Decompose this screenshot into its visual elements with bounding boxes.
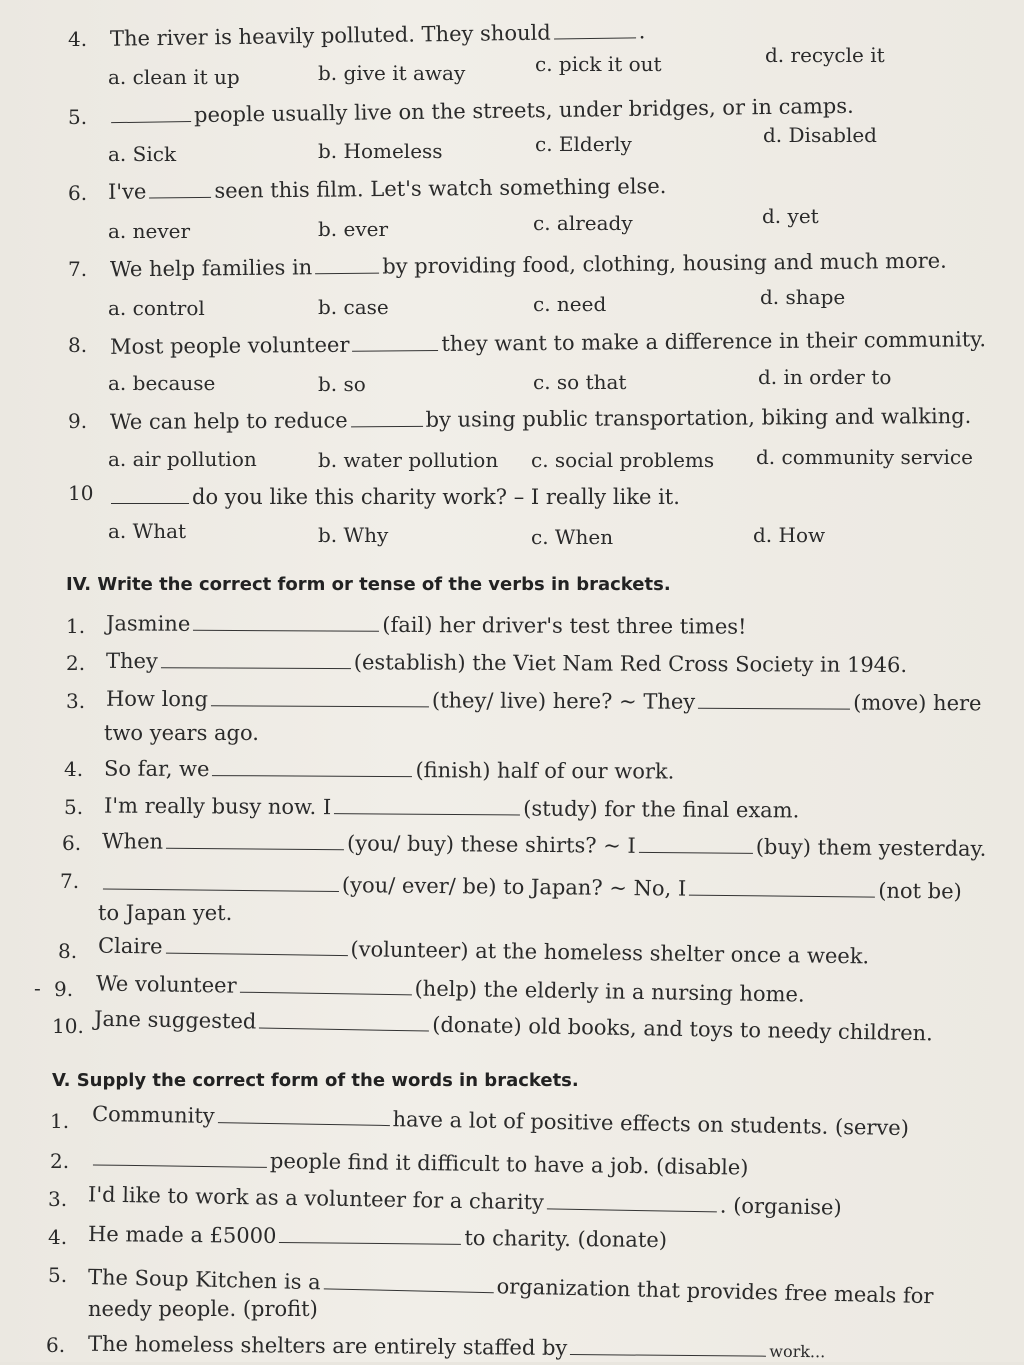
item-text: They: [105, 648, 158, 674]
verb-item: [106, 648, 907, 678]
option-d[interactable]: d. Disabled: [763, 123, 877, 147]
item-number: 10.: [52, 1014, 84, 1038]
option-a[interactable]: a. What: [108, 519, 187, 543]
item-text-end: (study) for the final exam.: [523, 796, 800, 823]
item-text-end: (buy) them yesterday.: [755, 834, 987, 861]
answer-blank[interactable]: [161, 649, 351, 669]
item-text: Jane suggested: [93, 1006, 257, 1034]
item-text: So far, we: [103, 756, 210, 782]
item-text-end: people find it difficult to have a job. (disable): [269, 1148, 749, 1180]
option-a[interactable]: a. clean it up: [108, 65, 240, 89]
item-number: 5.: [48, 1263, 68, 1287]
option-c[interactable]: c. Elderly: [535, 132, 632, 156]
option-a[interactable]: a. control: [108, 296, 205, 320]
option-b[interactable]: b. so: [318, 372, 366, 396]
item-number: 6.: [46, 1333, 66, 1357]
item-text: Claire: [97, 933, 163, 959]
item-text: I'm really busy now. I: [103, 793, 332, 820]
answer-blank[interactable]: [212, 757, 412, 777]
answer-blank[interactable]: [639, 834, 753, 854]
question-stem: [110, 403, 971, 435]
stem-text-end: by using public transportation, biking and walking.: [425, 403, 972, 432]
stem-text: We can help to reduce: [109, 408, 348, 435]
answer-blank[interactable]: [111, 485, 189, 504]
answer-blank[interactable]: [352, 332, 438, 352]
item-text-end: (volunteer) at the homeless shelter once a week.: [350, 937, 870, 969]
verb-item: [94, 1006, 933, 1047]
item-number: 4.: [48, 1225, 68, 1249]
item-text: When: [101, 829, 164, 854]
option-b[interactable]: b. water pollution: [318, 448, 499, 472]
question-stem: [108, 173, 667, 205]
question-number: 8.: [68, 333, 88, 357]
question-number: 7.: [68, 257, 88, 281]
item-number: 1.: [50, 1109, 70, 1133]
option-d[interactable]: d. shape: [760, 285, 846, 309]
question-number: 5.: [68, 105, 88, 129]
stem-text: The river is heavily polluted. They should: [109, 20, 551, 51]
option-d[interactable]: d. How: [753, 523, 826, 547]
answer-blank[interactable]: [279, 1224, 461, 1245]
item-text-mid: (you/ buy) these shirts? ~ I: [346, 831, 636, 858]
option-c[interactable]: c. need: [533, 292, 607, 316]
answer-blank[interactable]: [324, 1270, 494, 1293]
option-b[interactable]: b. case: [318, 295, 389, 319]
option-d[interactable]: d. community service: [756, 445, 973, 469]
item-text-end: (donate) old books, and toys to needy children.: [432, 1012, 934, 1046]
item-text: The Soup Kitchen is a: [87, 1265, 321, 1295]
stem-text-end: .: [638, 19, 646, 44]
option-a[interactable]: a. air pollution: [108, 447, 257, 471]
answer-blank[interactable]: [166, 830, 344, 851]
item-continuation: needy people. (profit): [88, 1297, 318, 1321]
question-number: 9.: [68, 409, 88, 433]
stem-text: We help families in: [109, 255, 313, 282]
item-text-end: . (organise): [719, 1193, 842, 1220]
stem-text-end: they want to make a difference in their community.: [441, 327, 987, 356]
option-d[interactable]: d. yet: [762, 204, 819, 228]
answer-blank[interactable]: [111, 103, 191, 123]
word-form-item: [92, 1101, 909, 1141]
stem-text: Most people volunteer: [109, 332, 350, 359]
answer-blank[interactable]: [570, 1336, 766, 1357]
word-form-item: [88, 1331, 825, 1365]
option-c[interactable]: c. When: [531, 525, 614, 549]
option-b[interactable]: b. ever: [318, 217, 389, 241]
option-a[interactable]: a. never: [108, 219, 191, 243]
verb-item: [104, 793, 800, 824]
answer-blank[interactable]: [315, 255, 379, 275]
item-number: 5.: [64, 795, 84, 819]
item-number: 2.: [50, 1149, 70, 1173]
question-stem: [110, 326, 986, 360]
item-text-end: (move) here: [853, 690, 982, 716]
option-b[interactable]: b. Why: [318, 523, 389, 547]
question-number: 4.: [68, 27, 88, 51]
stem-text-end: by providing food, clothing, housing and much more.: [382, 248, 947, 279]
option-b[interactable]: b. Homeless: [318, 139, 443, 163]
question-stem: [110, 18, 646, 51]
section-heading: V. Supply the correct form of the words in brackets.: [52, 1070, 579, 1091]
item-number: 2.: [66, 651, 86, 675]
answer-blank[interactable]: [259, 1010, 429, 1032]
item-number: 7.: [60, 869, 80, 893]
question-stem: [108, 484, 680, 510]
word-form-item: [88, 1181, 842, 1220]
stem-text-end: seen this film. Let's watch something else.: [214, 174, 667, 203]
item-text: The homeless shelters are entirely staffed by: [87, 1331, 568, 1360]
item-text: I'd like to work as a volunteer for a charity: [87, 1182, 545, 1215]
item-text: Jasmine: [105, 611, 191, 636]
item-number: 9.: [54, 977, 74, 1001]
item-text: He made a £5000: [87, 1221, 277, 1248]
item-text: We volunteer: [95, 971, 237, 998]
answer-blank[interactable]: [93, 1146, 267, 1167]
answer-blank[interactable]: [193, 612, 379, 632]
answer-blank[interactable]: [103, 871, 339, 892]
option-c[interactable]: c. social problems: [531, 448, 715, 472]
item-text-end: organization that provides free meals for: [496, 1274, 934, 1309]
question-stem: [108, 93, 854, 129]
item-continuation: two years ago.: [104, 721, 259, 745]
question-number: 6.: [68, 181, 88, 205]
answer-blank[interactable]: [554, 19, 636, 39]
item-number: 6.: [62, 831, 82, 855]
option-a[interactable]: a. because: [108, 371, 216, 395]
stem-text: do you like this charity work? – I really like it.: [192, 485, 680, 509]
answer-blank[interactable]: [211, 687, 429, 707]
option-c[interactable]: c. already: [533, 211, 633, 235]
item-number: 3.: [48, 1187, 68, 1211]
answer-blank[interactable]: [149, 179, 211, 199]
verb-item: [106, 610, 747, 639]
option-a[interactable]: a. Sick: [108, 142, 177, 166]
item-text-end: (finish) half of our work.: [415, 758, 675, 784]
stem-text: I've: [107, 179, 147, 204]
answer-blank[interactable]: [689, 877, 875, 898]
verb-item: [106, 686, 982, 717]
stem-text: people usually live on the streets, under bridges, or in camps.: [193, 93, 854, 128]
question-number: 10: [68, 481, 94, 505]
item-number: 3.: [66, 689, 86, 713]
item-text-end: have a lot of positive effects on students. (serve): [392, 1107, 910, 1141]
item-text: Community: [91, 1101, 215, 1129]
item-text-end: work...: [769, 1341, 826, 1362]
option-d[interactable]: d. recycle it: [765, 43, 885, 67]
answer-blank[interactable]: [240, 974, 412, 996]
option-c[interactable]: c. so that: [533, 370, 627, 394]
verb-item: [102, 828, 987, 862]
answer-blank[interactable]: [351, 408, 423, 428]
answer-blank[interactable]: [218, 1104, 390, 1126]
question-stem: [110, 248, 947, 283]
item-number: 4.: [64, 757, 84, 781]
item-text-mid: (you/ ever/ be) to Japan? ~ No, I: [341, 873, 687, 901]
word-form-item: [90, 1145, 749, 1180]
item-continuation: to Japan yet.: [98, 901, 233, 925]
answer-blank[interactable]: [547, 1190, 717, 1212]
pen-mark: -: [34, 976, 41, 1000]
item-text-end: (help) the elderly in a nursing home.: [414, 976, 805, 1007]
word-form-item: [88, 1221, 667, 1253]
section-heading: IV. Write the correct form or tense of the verbs in brackets.: [66, 574, 671, 595]
option-b[interactable]: b. give it away: [318, 61, 466, 85]
item-text-end: (not be): [878, 878, 962, 904]
item-text-end: to charity. (donate): [464, 1225, 668, 1253]
item-number: 8.: [58, 939, 78, 963]
item-text-mid: (they/ live) here? ~ They: [431, 688, 696, 714]
verb-item: [96, 970, 805, 1007]
verb-item: [104, 756, 674, 785]
item-text: How long: [105, 686, 209, 712]
verb-item: [98, 933, 870, 970]
item-text-end: (fail) her driver's test three times!: [382, 612, 747, 639]
option-d[interactable]: d. in order to: [758, 365, 892, 389]
option-c[interactable]: c. pick it out: [535, 52, 662, 76]
answer-blank[interactable]: [165, 935, 347, 957]
item-number: 1.: [66, 614, 86, 638]
answer-blank[interactable]: [334, 795, 520, 815]
item-text-end: (establish) the Viet Nam Red Cross Society in 1946.: [353, 650, 908, 678]
answer-blank[interactable]: [698, 690, 850, 710]
